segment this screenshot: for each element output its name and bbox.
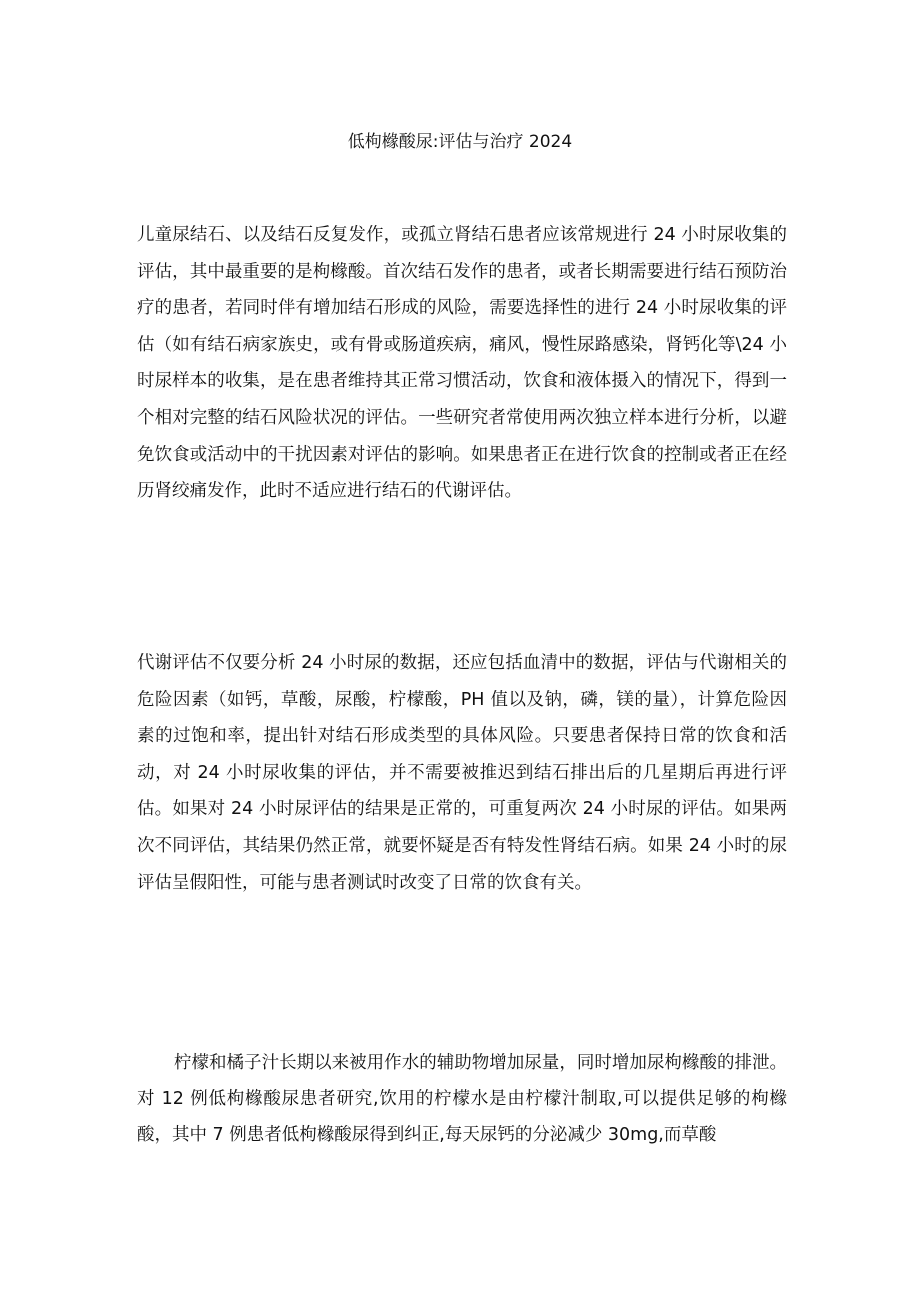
document-title: 低枸橼酸尿:评估与治疗 2024 bbox=[347, 132, 573, 152]
paragraph-metabolic-evaluation: 代谢评估不仅要分析 24 小时尿的数据，还应包括血清中的数据，评估与代谢相关的危险因素（如钙，草酸，尿酸，柠檬酸，PH 值以及钠，磷，镁的量），计算危险因素的过饱和率，提出针对结石形成类型的具体风险。只要患者保持日常的饮食和活动，对 24 小时尿收集的评估，并不需要被推迟到结石排出后的几星期后再进行评估。如果对 24 小时尿评估的结果是正常的，可重复两次 24 小时尿的评估。如果两次不同评估，其结果仍然正常，就要怀疑是否有特发性肾结石病。如果 24 小时的尿评估呈假阳性，可能与患者测试时改变了日常的饮食有关。 bbox=[137, 653, 787, 893]
paragraph-urine-collection: 儿童尿结石、以及结石反复发作，或孤立肾结石患者应该常规进行 24 小时尿收集的评估，其中最重要的是枸橼酸。首次结石发作的患者，或者长期需要进行结石预防治疗的患者，若同时伴有增加结石形成的风险，需要选择性的进行 24 小时尿收集的评估（如有结石病家族史，或有骨或肠道疾病，痛风，慢性尿路感染，肾钙化等\24 小时尿样本的收集，是在患者维持其正常习惯活动，饮食和液体摄入的情况下，得到一个相对完整的结石风险状况的评估。一些研究者常使用两次独立样本进行分析，以避免饮食或活动中的干扰因素对评估的影响。如果患者正在进行饮食的控制或者正在经历肾绞痛发作，此时不适应进行结石的代谢评估。 bbox=[137, 225, 787, 502]
paragraph-lemon-juice: 柠檬和橘子汁长期以来被用作水的辅助物增加尿量，同时增加尿枸橼酸的排泄。对 12 例低枸橼酸尿患者研究,饮用的柠檬水是由柠檬汁制取,可以提供足够的枸橼酸，其中 7 例患者低枸橼酸尿得到纠正,每天尿钙的分泌减少 30mg,而草酸 bbox=[137, 1053, 787, 1145]
